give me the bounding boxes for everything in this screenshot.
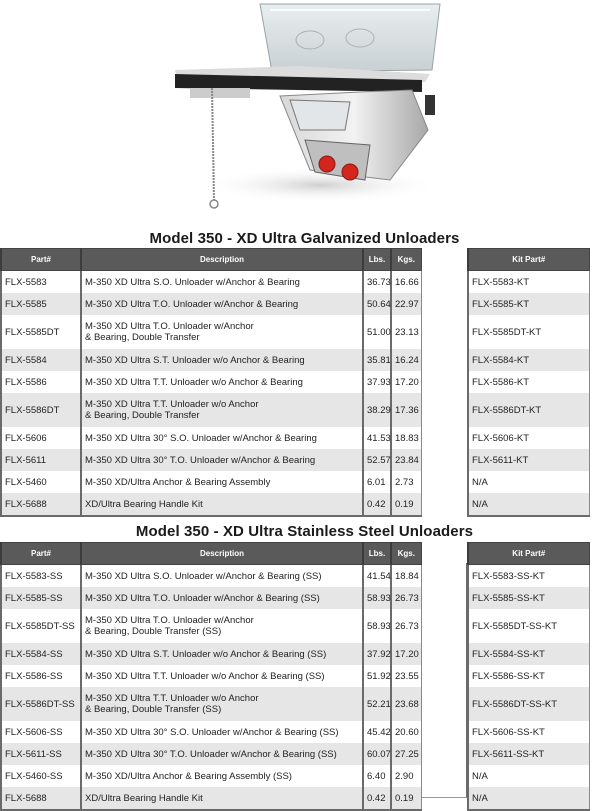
- table-row: [468, 565, 589, 588]
- table-row: [468, 349, 589, 371]
- description: M-350 XD Ultra S.T. Unloader w/o Anchor & Bearing (SS): [81, 643, 363, 665]
- weight-lbs: 41.54: [363, 565, 391, 588]
- description: M-350 XD Ultra S.O. Unloader w/Anchor & Bearing (SS): [81, 565, 363, 588]
- description: M-350 XD Ultra 30° T.O. Unloader w/Anchor & Bearing (SS): [81, 743, 363, 765]
- table-row: [468, 765, 589, 787]
- weight-kgs: 0.19: [391, 787, 421, 810]
- table-row: [1, 449, 421, 471]
- weight-kgs: 23.13: [391, 315, 421, 349]
- description: M-350 XD Ultra S.O. Unloader w/Anchor & Bearing: [81, 271, 363, 294]
- stainless-section-title: Model 350 - XD Ultra Stainless Steel Unloaders: [135, 523, 474, 540]
- kit-part-number: FLX-5583-SS-KT: [468, 565, 589, 588]
- table-row: [1, 371, 421, 393]
- table-row: [1, 471, 421, 493]
- weight-lbs: 6.40: [363, 765, 391, 787]
- part-number: FLX-5586DT-SS: [1, 687, 81, 721]
- weight-lbs: 50.64: [363, 293, 391, 315]
- kit-part-number: FLX-5611-KT: [468, 449, 589, 471]
- weight-lbs: 60.07: [363, 743, 391, 765]
- kit-part-number: FLX-5585DT-KT: [468, 315, 589, 349]
- table-row: [468, 665, 589, 687]
- weight-lbs: 58.93: [363, 587, 391, 609]
- table-row: [1, 743, 421, 765]
- table-row: [468, 787, 589, 810]
- col-header-part: Part#: [1, 543, 81, 565]
- table-row: [468, 449, 589, 471]
- table-row: [1, 587, 421, 609]
- col-header-kit-part: Kit Part#: [468, 543, 589, 565]
- table-row: [1, 315, 421, 349]
- col-header-part: Part#: [1, 249, 81, 271]
- table-row: [468, 687, 589, 721]
- table-row: [1, 665, 421, 687]
- kit-part-number: N/A: [468, 787, 589, 810]
- weight-kgs: 17.20: [391, 371, 421, 393]
- table-row: [468, 293, 589, 315]
- part-number: FLX-5585DT-SS: [1, 609, 81, 643]
- table-row: [1, 721, 421, 743]
- weight-lbs: 51.92: [363, 665, 391, 687]
- table-row: [468, 427, 589, 449]
- part-number: FLX-5586-SS: [1, 665, 81, 687]
- part-number: FLX-5585-SS: [1, 587, 81, 609]
- weight-kgs: 2.90: [391, 765, 421, 787]
- part-number: FLX-5584-SS: [1, 643, 81, 665]
- table-row: [1, 393, 421, 427]
- col-header-kit-part: Kit Part#: [468, 249, 589, 271]
- kit-part-number: FLX-5606-SS-KT: [468, 721, 589, 743]
- weight-kgs: 16.24: [391, 349, 421, 371]
- kit-part-number: FLX-5606-KT: [468, 427, 589, 449]
- description: M-350 XD/Ultra Anchor & Bearing Assembly: [81, 471, 363, 493]
- stainless-parts-table: [0, 542, 422, 811]
- weight-kgs: 17.20: [391, 643, 421, 665]
- kit-part-number: N/A: [468, 471, 589, 493]
- description: M-350 XD/Ultra Anchor & Bearing Assembly (SS): [81, 765, 363, 787]
- weight-lbs: 0.42: [363, 493, 391, 516]
- part-number: FLX-5606-SS: [1, 721, 81, 743]
- weight-kgs: 18.83: [391, 427, 421, 449]
- weight-lbs: 52.57: [363, 449, 391, 471]
- stainless-kit-table: [467, 542, 590, 811]
- weight-kgs: 16.66: [391, 271, 421, 294]
- table-row: [1, 293, 421, 315]
- description: M-350 XD Ultra T.T. Unloader w/o Anchor & Bearing (SS): [81, 665, 363, 687]
- weight-lbs: 58.93: [363, 609, 391, 643]
- col-header-lbs: Lbs.: [363, 543, 391, 565]
- weight-lbs: 51.00: [363, 315, 391, 349]
- kit-part-number: FLX-5611-SS-KT: [468, 743, 589, 765]
- weight-lbs: 35.81: [363, 349, 391, 371]
- part-number: FLX-5460-SS: [1, 765, 81, 787]
- weight-lbs: 36.73: [363, 271, 391, 294]
- part-number: FLX-5584: [1, 349, 81, 371]
- kit-part-number: FLX-5584-SS-KT: [468, 643, 589, 665]
- description: M-350 XD Ultra T.T. Unloader w/o Anchor & Bearing, Double Transfer (SS): [81, 687, 363, 721]
- table-row: [468, 587, 589, 609]
- weight-kgs: 17.36: [391, 393, 421, 427]
- column-spacer: [420, 563, 468, 798]
- weight-lbs: 37.93: [363, 371, 391, 393]
- kit-part-number: FLX-5584-KT: [468, 349, 589, 371]
- part-number: FLX-5688: [1, 493, 81, 516]
- kit-part-number: FLX-5586-KT: [468, 371, 589, 393]
- part-number: FLX-5583-SS: [1, 565, 81, 588]
- col-header-lbs: Lbs.: [363, 249, 391, 271]
- kit-part-number: FLX-5583-KT: [468, 271, 589, 294]
- weight-lbs: 45.42: [363, 721, 391, 743]
- description: XD/Ultra Bearing Handle Kit: [81, 493, 363, 516]
- description: M-350 XD Ultra 30° T.O. Unloader w/Anchor & Bearing: [81, 449, 363, 471]
- table-row: [1, 349, 421, 371]
- kit-part-number: FLX-5585-SS-KT: [468, 587, 589, 609]
- weight-lbs: 6.01: [363, 471, 391, 493]
- table-row: [1, 687, 421, 721]
- description: M-350 XD Ultra T.O. Unloader w/Anchor & Bearing (SS): [81, 587, 363, 609]
- weight-kgs: 23.55: [391, 665, 421, 687]
- table-row: [468, 393, 589, 427]
- description: M-350 XD Ultra T.O. Unloader w/Anchor & Bearing, Double Transfer (SS): [81, 609, 363, 643]
- weight-kgs: 26.73: [391, 609, 421, 643]
- weight-kgs: 26.73: [391, 587, 421, 609]
- description: M-350 XD Ultra T.T. Unloader w/o Anchor & Bearing, Double Transfer: [81, 393, 363, 427]
- table-row: [1, 565, 421, 588]
- weight-kgs: 23.68: [391, 687, 421, 721]
- part-number: FLX-5606: [1, 427, 81, 449]
- kit-part-number: N/A: [468, 765, 589, 787]
- kit-part-number: N/A: [468, 493, 589, 516]
- description: M-350 XD Ultra T.O. Unloader w/Anchor & Bearing, Double Transfer: [81, 315, 363, 349]
- part-number: FLX-5611: [1, 449, 81, 471]
- kit-part-number: FLX-5586DT-KT: [468, 393, 589, 427]
- weight-kgs: 27.25: [391, 743, 421, 765]
- kit-part-number: FLX-5585DT-SS-KT: [468, 609, 589, 643]
- weight-lbs: 38.29: [363, 393, 391, 427]
- table-row: [1, 271, 421, 294]
- weight-kgs: 20.60: [391, 721, 421, 743]
- kit-part-number: FLX-5585-KT: [468, 293, 589, 315]
- description: M-350 XD Ultra 30° S.O. Unloader w/Anchor & Bearing (SS): [81, 721, 363, 743]
- description: M-350 XD Ultra S.T. Unloader w/o Anchor & Bearing: [81, 349, 363, 371]
- description: XD/Ultra Bearing Handle Kit: [81, 787, 363, 810]
- table-row: [1, 493, 421, 516]
- product-image: [160, 0, 460, 220]
- weight-kgs: 23.84: [391, 449, 421, 471]
- table-row: [1, 765, 421, 787]
- kit-part-number: FLX-5586-SS-KT: [468, 665, 589, 687]
- description: M-350 XD Ultra 30° S.O. Unloader w/Anchor & Bearing: [81, 427, 363, 449]
- part-number: FLX-5688: [1, 787, 81, 810]
- table-row: [468, 609, 589, 643]
- table-row: [468, 721, 589, 743]
- part-number: FLX-5611-SS: [1, 743, 81, 765]
- part-number: FLX-5585: [1, 293, 81, 315]
- weight-lbs: 41.53: [363, 427, 391, 449]
- part-number: FLX-5460: [1, 471, 81, 493]
- description: M-350 XD Ultra T.O. Unloader w/Anchor & Bearing: [81, 293, 363, 315]
- table-row: [468, 643, 589, 665]
- galvanized-parts-table: [0, 248, 422, 517]
- table-row: [468, 315, 589, 349]
- col-header-kgs: Kgs.: [391, 249, 421, 271]
- part-number: FLX-5586DT: [1, 393, 81, 427]
- table-row: [468, 493, 589, 516]
- part-number: FLX-5583: [1, 271, 81, 294]
- table-row: [1, 643, 421, 665]
- weight-kgs: 18.84: [391, 565, 421, 588]
- weight-kgs: 0.19: [391, 493, 421, 516]
- table-row: [1, 787, 421, 810]
- part-number: FLX-5586: [1, 371, 81, 393]
- table-row: [1, 609, 421, 643]
- part-number: FLX-5585DT: [1, 315, 81, 349]
- table-row: [1, 427, 421, 449]
- weight-lbs: 0.42: [363, 787, 391, 810]
- col-header-description: Description: [81, 543, 363, 565]
- weight-lbs: 37.92: [363, 643, 391, 665]
- galvanized-section-title: Model 350 - XD Ultra Galvanized Unloaders: [149, 230, 460, 247]
- weight-kgs: 22.97: [391, 293, 421, 315]
- table-row: [468, 371, 589, 393]
- table-row: [468, 471, 589, 493]
- col-header-kgs: Kgs.: [391, 543, 421, 565]
- kit-part-number: FLX-5586DT-SS-KT: [468, 687, 589, 721]
- table-row: [468, 743, 589, 765]
- galvanized-kit-table: [467, 248, 590, 517]
- table-row: [468, 271, 589, 294]
- weight-kgs: 2.73: [391, 471, 421, 493]
- weight-lbs: 52.21: [363, 687, 391, 721]
- col-header-description: Description: [81, 249, 363, 271]
- description: M-350 XD Ultra T.T. Unloader w/o Anchor & Bearing: [81, 371, 363, 393]
